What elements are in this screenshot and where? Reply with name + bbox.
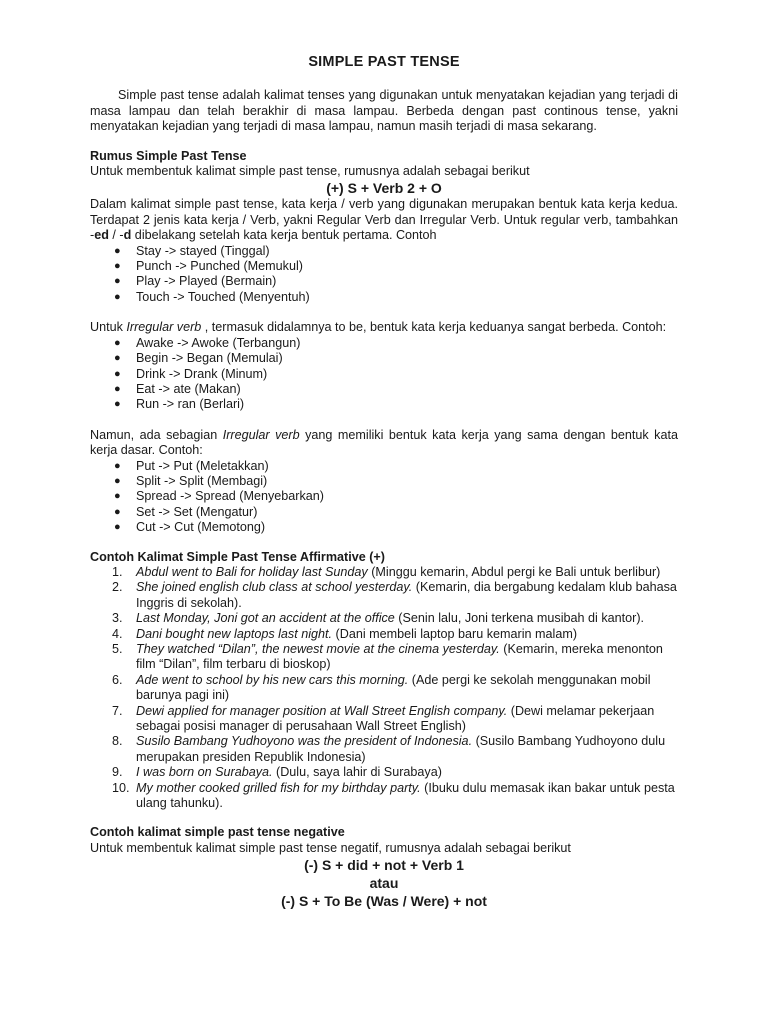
list-item (90, 351, 678, 366)
list-item (90, 290, 678, 305)
example-english: Abdul went to Bali for holiday last Sunday (136, 564, 368, 579)
same-form-intro (90, 428, 678, 459)
example-translation: (Dani membeli laptop baru kemarin malam) (332, 626, 578, 641)
negative-heading: Contoh kalimat simple past tense negative (90, 825, 345, 840)
item-number: 10. (112, 780, 130, 795)
example-english: Susilo Bambang Yudhoyono was the president of Indonesia. (136, 734, 473, 749)
list-item (90, 367, 678, 382)
irregular-term: Irregular verb (126, 320, 202, 335)
list-item (90, 627, 678, 642)
document-content (90, 55, 678, 910)
list-item-text: Set -> Set (Mengatur) (136, 504, 258, 519)
bullet-icon: ● (114, 490, 121, 503)
list-item-text: Awake -> Awoke (Terbangun) (136, 335, 301, 350)
example-translation: (Ade pergi ke sekolah menggunakan mobil barunya pagi ini) (136, 672, 651, 703)
bullet-icon: ● (114, 352, 121, 365)
formula-separator-atau: atau (369, 875, 399, 892)
regular-verb-list (90, 244, 678, 306)
list-item-text: Eat -> ate (Makan) (136, 381, 241, 396)
spacer (90, 305, 678, 320)
list-item (90, 580, 678, 611)
item-number: 1. (112, 564, 123, 579)
example-translation: (Kemarin, mereka menonton film “Dilan”, film terbaru di bioskop) (136, 642, 663, 672)
list-item-text: Stay -> stayed (Tinggal) (136, 243, 270, 258)
same-form-pre: Namun, ada sebagian (90, 427, 223, 442)
item-number: 9. (112, 765, 123, 780)
verb-explanation-text-a: Dalam kalimat simple past tense, kata kerja / verb yang digunakan merupakan bentuk kata kerja kedua. Terdapat 2 jenis kata kerja / Verb, yakni Regular Verb dan Irregular Verb. Untuk regular verb, tambahkan - (90, 197, 678, 243)
example-english: They watched “Dilan”, the newest movie at the cinema yesterday. (136, 642, 500, 656)
example-translation: (Senin lalu, Joni terkena musibah di kantor). (394, 611, 645, 626)
same-form-post: yang memiliki bentuk kata kerja yang sama dengan bentuk kata kerja dasar. Contoh: (90, 427, 678, 458)
irregular-intro (90, 320, 678, 335)
list-item (90, 520, 678, 535)
suffix-d: d (123, 228, 132, 243)
bullet-icon: ● (114, 260, 121, 273)
example-translation: (Ibuku dulu memasak ikan bakar untuk pesta ulang tahunku). (136, 780, 675, 811)
list-item (90, 397, 678, 412)
example-translation: (Dewi melamar pekerjaan sebagai posisi manager di perusahaan Wall Street English) (136, 703, 655, 734)
list-item (90, 274, 678, 289)
item-number: 4. (112, 626, 123, 641)
verb-explanation-paragraph (90, 197, 678, 243)
list-item-text: Split -> Split (Membagi) (136, 473, 268, 488)
list-item (90, 259, 678, 274)
list-item-text: Punch -> Punched (Memukul) (136, 259, 303, 274)
example-english: Ade went to school by his new cars this morning. (136, 672, 409, 687)
bullet-icon: ● (114, 521, 121, 534)
list-item (90, 336, 678, 351)
list-item (90, 382, 678, 397)
irregular-intro-post: , termasuk didalamnya to be, bentuk kata kerja keduanya sangat berbeda. Contoh: (201, 320, 667, 335)
example-translation: (Kemarin, dia bergabung kedalam klub bahasa Inggris di sekolah). (136, 580, 677, 610)
irregular-verb-list (90, 336, 678, 413)
page-title: SIMPLE PAST TENSE (308, 54, 460, 70)
example-english: She joined english club class at school yesterday. (136, 580, 413, 595)
affirmative-formula: (+) S + Verb 2 + O (326, 180, 442, 197)
list-item-text: Begin -> Began (Memulai) (136, 351, 283, 366)
affirmative-heading: Contoh Kalimat Simple Past Tense Affirmative (+) (90, 549, 385, 564)
rumus-description: Untuk membentuk kalimat simple past tense, rumusnya adalah sebagai berikut (90, 164, 530, 179)
list-item (90, 704, 678, 735)
list-item-text: Run -> ran (Berlari) (136, 397, 245, 412)
item-number: 3. (112, 611, 123, 626)
bullet-icon: ● (114, 275, 121, 288)
negative-formula-2: (-) S + To Be (Was / Were) + not (281, 893, 487, 910)
list-item-text: Touch -> Touched (Menyentuh) (136, 289, 310, 304)
bullet-icon: ● (114, 336, 121, 349)
same-form-verb-list (90, 459, 678, 536)
list-item (90, 505, 678, 520)
list-item (90, 565, 678, 580)
example-translation: (Susilo Bambang Yudhoyono dulu merupakan presiden Republik Indonesia) (136, 734, 666, 764)
suffix-ed: ed (94, 228, 109, 243)
item-number: 5. (112, 642, 123, 656)
list-item (90, 734, 678, 765)
spacer (90, 413, 678, 428)
item-number: 8. (112, 734, 123, 749)
bullet-icon: ● (114, 474, 121, 487)
list-item (90, 673, 678, 704)
item-number: 2. (112, 580, 123, 595)
negative-formula-1: (-) S + did + not + Verb 1 (304, 857, 464, 874)
list-item-text: Play -> Played (Bermain) (136, 274, 277, 289)
example-english: Dani bought new laptops last night. (136, 626, 333, 641)
list-item (90, 642, 678, 673)
example-english: Dewi applied for manager position at Wall Street English company. (136, 703, 508, 718)
bullet-icon: ● (114, 505, 121, 518)
bullet-icon: ● (114, 290, 121, 303)
bullet-icon: ● (114, 244, 121, 257)
bullet-icon: ● (114, 459, 121, 472)
suffix-separator: / - (108, 228, 124, 243)
list-item (90, 244, 678, 259)
rumus-heading: Rumus Simple Past Tense (90, 148, 247, 163)
list-item-text: Drink -> Drank (Minum) (136, 366, 268, 381)
intro-paragraph: Simple past tense adalah kalimat tenses yang digunakan untuk menyatakan kejadian yang terjadi di masa lampau dan telah berakhir di masa lampau. Berbeda dengan past continous tense, yakni menyatakan kejadian yang terjadi di masa lampau, namun masih terjadi di masa sekarang. (90, 88, 678, 134)
list-item (90, 781, 678, 812)
bullet-icon: ● (114, 382, 121, 395)
example-translation: (Dulu, saya lahir di Surabaya) (272, 765, 442, 780)
list-item (90, 474, 678, 489)
example-english: I was born on Surabaya. (136, 765, 273, 780)
example-translation: (Minggu kemarin, Abdul pergi ke Bali untuk berlibur) (367, 564, 661, 579)
list-item (90, 459, 678, 474)
verb-explanation-text-b: dibelakang setelah kata kerja bentuk pertama. Contoh (131, 228, 437, 243)
irregular-intro-pre: Untuk (90, 320, 127, 335)
list-item (90, 611, 678, 626)
same-form-term: Irregular verb (222, 427, 300, 442)
example-english: My mother cooked grilled fish for my birthday party. (136, 780, 421, 795)
negative-description: Untuk membentuk kalimat simple past tense negatif, rumusnya adalah sebagai berikut (90, 840, 571, 855)
list-item (90, 489, 678, 504)
affirmative-examples-list (90, 565, 678, 812)
list-item-text: Put -> Put (Meletakkan) (136, 458, 269, 473)
example-english: Last Monday, Joni got an accident at the office (136, 611, 395, 626)
bullet-icon: ● (114, 367, 121, 380)
item-number: 7. (112, 703, 123, 718)
bullet-icon: ● (114, 398, 121, 411)
item-number: 6. (112, 672, 123, 687)
list-item-text: Cut -> Cut (Memotong) (136, 520, 266, 535)
list-item-text: Spread -> Spread (Menyebarkan) (136, 489, 324, 504)
list-item (90, 765, 678, 780)
